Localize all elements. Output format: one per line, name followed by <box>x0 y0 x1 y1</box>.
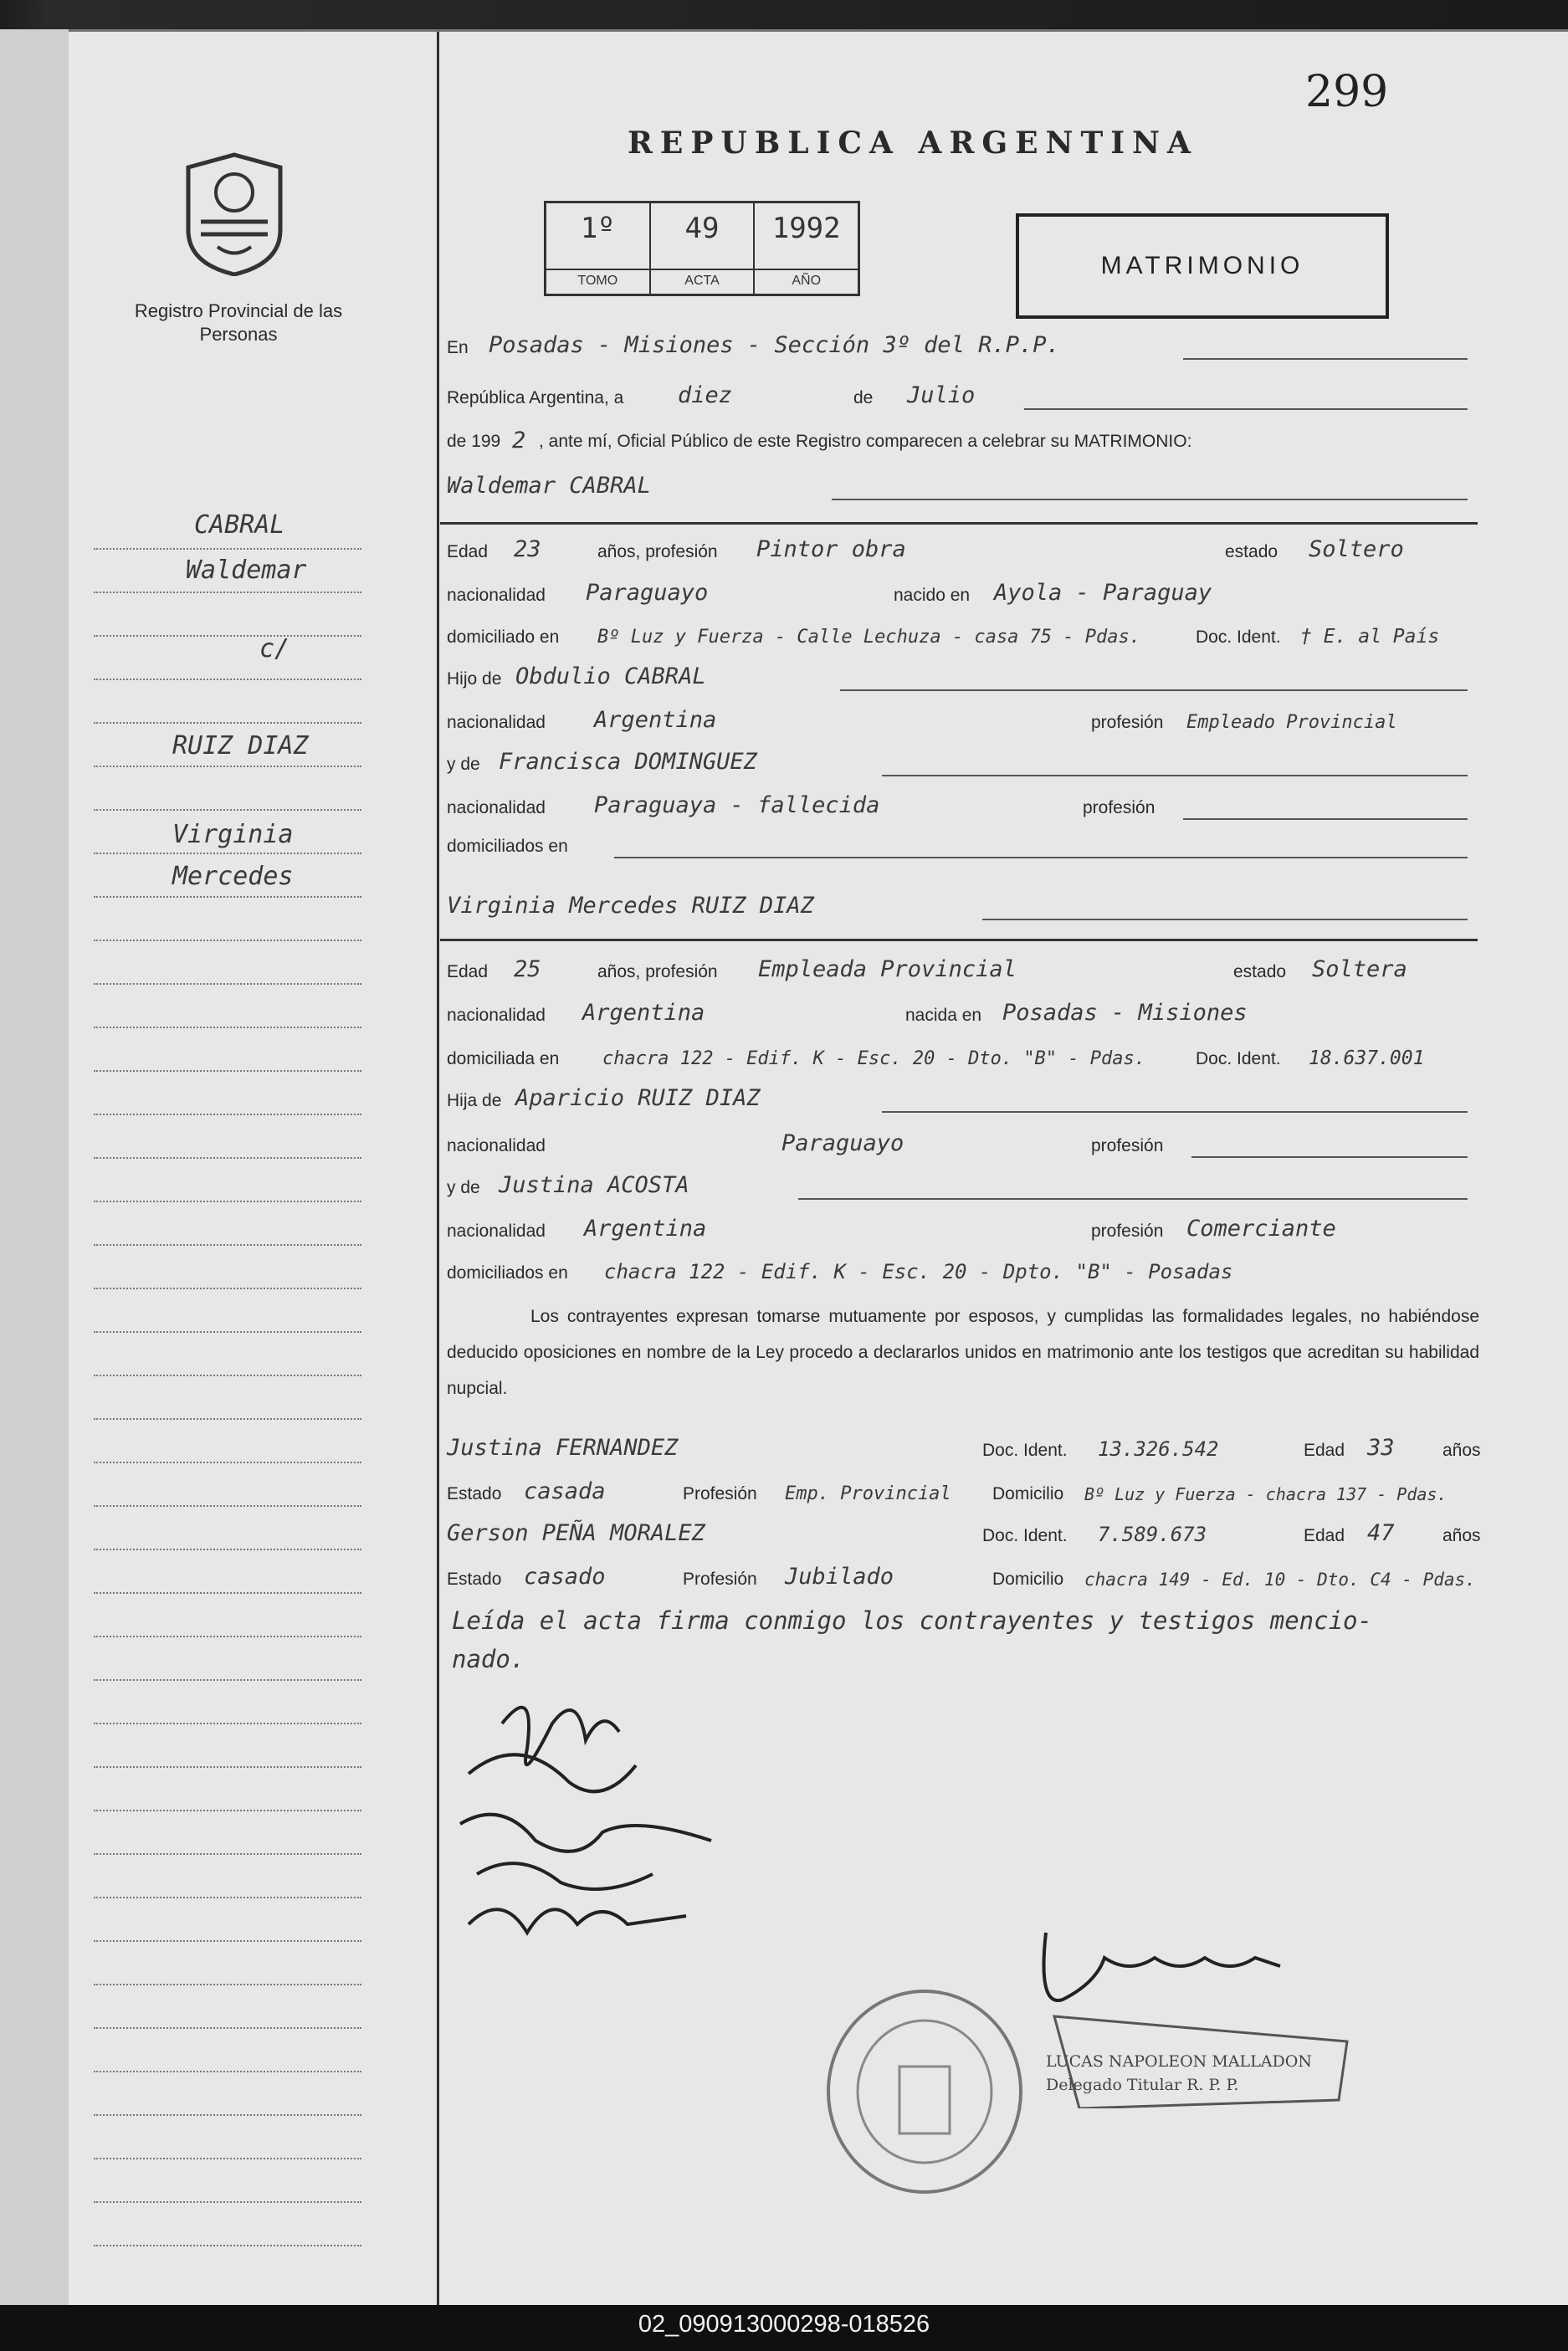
margin-rule <box>94 1505 361 1507</box>
en-label: En <box>447 338 469 357</box>
nacida-label: nacida en <box>905 1006 982 1025</box>
anio-cell <box>755 203 858 294</box>
bride-nacida: Posadas - Misiones <box>1002 1000 1248 1026</box>
margin-rule <box>94 2158 361 2159</box>
bride-domicilio: chacra 122 - Edif. K - Esc. 20 - Dto. "B" - Pdas. <box>602 1048 1146 1069</box>
nacionalidad-label: nacionalidad <box>447 1136 546 1155</box>
margin-rule <box>94 592 361 593</box>
anos-label: años <box>1442 1441 1481 1460</box>
margin-rule <box>94 1636 361 1637</box>
estado-label: estado <box>1225 542 1278 561</box>
groom-name-line <box>447 465 1476 504</box>
margin-rule <box>94 1723 361 1724</box>
hija-label: Hija de <box>447 1091 502 1110</box>
profesion-label: profesión <box>1083 798 1156 817</box>
officer-title: Delegado Titular R. P. P. <box>1046 2076 1239 2094</box>
provincial-seal-icon <box>180 151 289 276</box>
bride-name: Virginia Mercedes RUIZ DIAZ <box>447 893 814 919</box>
doc-label: Doc. Ident. <box>1196 627 1281 647</box>
acta-value: 49 <box>684 212 720 245</box>
profesion-label: profesión <box>1091 1136 1164 1155</box>
groom-father-nac: Argentina <box>594 707 717 733</box>
estado-label: Estado <box>447 1484 502 1503</box>
margin-rule <box>94 679 361 680</box>
margin-rule <box>94 1940 361 1942</box>
margin-rule <box>94 2114 361 2116</box>
domicilio-label: Domicilio <box>992 1570 1064 1589</box>
witness-1-detail-line <box>447 1471 1476 1509</box>
doc-label: Doc. Ident. <box>982 1441 1068 1460</box>
section-divider <box>440 939 1478 941</box>
margin-rule <box>94 896 361 898</box>
edad-label: Edad <box>447 962 489 981</box>
nacionalidad-label: nacionalidad <box>447 713 546 732</box>
bride-mother-line <box>447 1165 1476 1203</box>
groom-nac-line <box>447 572 1476 611</box>
profesion-label: años, profesión <box>597 962 718 981</box>
profesion-label: profesión <box>1091 1222 1164 1241</box>
doc-label: Doc. Ident. <box>1196 1049 1281 1068</box>
record-type: MATRIMONIO <box>1016 213 1389 319</box>
nacionalidad-label: nacionalidad <box>447 586 546 605</box>
groom-parents-dom-line <box>447 823 1476 862</box>
margin-rule <box>94 1114 361 1115</box>
margin-rule <box>94 766 361 767</box>
acta-cell <box>651 203 756 294</box>
hijo-label: Hijo de <box>447 669 502 689</box>
groom-profesion: Pintor obra <box>756 536 906 562</box>
margin-rule <box>94 1810 361 1811</box>
margin-con: c/ <box>259 634 290 663</box>
bride-name-line <box>447 885 1476 924</box>
margin-rule <box>94 983 361 985</box>
bride-mother-nac-line <box>447 1208 1476 1247</box>
anio-label: AÑO <box>755 269 858 294</box>
margin-rule <box>94 1679 361 1681</box>
bride-mother-nac: Argentina <box>584 1216 707 1242</box>
groom-edad-line <box>447 529 1476 567</box>
fill-line <box>982 919 1468 920</box>
bride-profesion: Empleada Provincial <box>758 956 1017 982</box>
edad-label: Edad <box>1304 1526 1345 1545</box>
margin-rule <box>94 1288 361 1289</box>
profesion-label: Profesión <box>683 1484 757 1503</box>
witness-2-doc: 7.589.673 <box>1098 1523 1207 1546</box>
bride-father: Aparicio RUIZ DIAZ <box>515 1085 761 1111</box>
bride-doc: 18.637.001 <box>1309 1047 1425 1069</box>
witness-2-domicilio: chacra 149 - Ed. 10 - Dto. C4 - Pdas. <box>1084 1570 1476 1590</box>
margin-rule <box>94 2027 361 2029</box>
registry-name: Registro Provincial de las Personas <box>134 300 343 345</box>
nacionalidad-label: nacionalidad <box>447 1006 546 1025</box>
year-suffix: 2 <box>512 428 526 453</box>
bride-father-line <box>447 1078 1476 1116</box>
margin-rule <box>94 1462 361 1463</box>
margin-rule <box>94 1984 361 1985</box>
fill-line <box>1191 1156 1468 1158</box>
fill-line <box>832 499 1468 500</box>
groom-mother: Francisca DOMINGUEZ <box>499 749 757 775</box>
bride-nacionalidad: Argentina <box>582 1000 705 1026</box>
bride-father-nac-line <box>447 1123 1476 1161</box>
witness-2-line <box>447 1513 1481 1551</box>
margin-rule <box>94 1244 361 1246</box>
fill-line <box>840 689 1468 691</box>
witness-2-edad: 47 <box>1367 1520 1395 1546</box>
nacionalidad-label: nacionalidad <box>447 1222 546 1241</box>
groom-mother-nac: Paraguaya - fallecida <box>594 792 880 818</box>
witness-2-name: Gerson PEÑA MORALEZ <box>447 1520 705 1546</box>
margin-rule <box>94 1549 361 1550</box>
statement-line <box>447 418 1476 457</box>
groom-mother-line <box>447 741 1476 780</box>
bride-edad: 25 <box>514 956 541 982</box>
tomo-value: 1º <box>580 212 615 245</box>
official-stamp-icon <box>820 1983 1029 2200</box>
margin-rule <box>94 1853 361 1855</box>
witness-1-profesion: Emp. Provincial <box>785 1483 951 1504</box>
groom-domicilio-line <box>447 614 1476 653</box>
date-line <box>447 375 1476 413</box>
previous-page-edge <box>0 29 72 2305</box>
image-caption: 02_090913000298-018526 <box>638 2311 930 2338</box>
groom-nacionalidad: Paraguayo <box>586 580 709 606</box>
domiciliados-label: domiciliados en <box>447 1263 568 1283</box>
fill-line <box>1183 358 1468 360</box>
anos-label: años <box>1442 1526 1481 1545</box>
profesion-label: profesión <box>1091 713 1164 732</box>
witness-1-name: Justina FERNANDEZ <box>447 1435 679 1461</box>
margin-rule <box>94 809 361 811</box>
margin-surname: CABRAL <box>194 510 285 540</box>
witness-2-detail-line <box>447 1556 1476 1595</box>
margin-rule <box>94 1592 361 1594</box>
groom-mother-nac-line <box>447 785 1476 823</box>
anio-value: 1992 <box>771 212 841 245</box>
margin-rule <box>94 853 361 854</box>
witness-1-line <box>447 1427 1481 1466</box>
tomo-label: TOMO <box>546 269 649 294</box>
margin-rule <box>94 1375 361 1376</box>
estado-label: Estado <box>447 1570 502 1589</box>
margin-rule <box>94 722 361 724</box>
fill-line <box>882 775 1468 776</box>
groom-nacido: Ayola - Paraguay <box>994 580 1212 606</box>
fill-line <box>882 1111 1468 1113</box>
nacido-label: nacido en <box>894 586 971 605</box>
witness-1-estado: casada <box>524 1478 606 1504</box>
margin-rule <box>94 2245 361 2246</box>
margin-rule <box>94 548 361 550</box>
de-label: de <box>853 388 874 407</box>
margin-rule <box>94 1331 361 1333</box>
margin-rule <box>94 940 361 941</box>
place-value: Posadas - Misiones - Sección 3º del R.P.P. <box>489 332 1060 358</box>
domicilio-label: domiciliada en <box>447 1049 560 1068</box>
groom-name: Waldemar CABRAL <box>447 473 651 499</box>
declaration-paragraph: Los contrayentes expresan tomarse mutuamente por esposos, y cumplidas las formalidades legales, no habiéndose deducido oposiciones en nombre de la Ley procedo a declararlos unidos en matrimonio ante los testigos que acreditan su habilidad nupcial. <box>447 1307 1479 1398</box>
margin-rule <box>94 1157 361 1159</box>
madre-label: y de <box>447 755 480 774</box>
witness-1-doc: 13.326.542 <box>1098 1437 1219 1461</box>
margin-bride-surname: RUIZ DIAZ <box>172 731 309 761</box>
day-value: diez <box>678 382 733 408</box>
contracting-parties-signatures <box>435 1673 753 1949</box>
groom-domicilio: Bº Luz y Fuerza - Calle Lechuza - casa 75 - Pdas. <box>597 627 1141 648</box>
fill-line <box>1024 408 1468 410</box>
groom-estado: Soltero <box>1309 536 1404 562</box>
statement-text: , ante mí, Oficial Público de este Registro comparecen a celebrar su MATRIMONIO: <box>539 432 1192 451</box>
margin-rule <box>94 1070 361 1072</box>
closing-note-line-1: Leída el acta firma conmigo los contrayentes y testigos mencio- <box>452 1606 1372 1635</box>
estado-label: estado <box>1233 962 1287 981</box>
domicilio-label: Domicilio <box>992 1484 1064 1503</box>
margin-bride-name-2: Mercedes <box>172 862 294 891</box>
bride-mother-prof: Comerciante <box>1186 1216 1336 1242</box>
bride-mother: Justina ACOSTA <box>499 1172 689 1198</box>
republica-label: República Argentina, a <box>447 388 624 407</box>
witness-1-domicilio: Bº Luz y Fuerza - chacra 137 - Pdas. <box>1084 1484 1448 1504</box>
margin-given-name: Waldemar <box>186 556 307 585</box>
bride-edad-line <box>447 949 1476 987</box>
margin-column <box>69 32 439 2307</box>
margin-rule <box>94 635 361 637</box>
bride-estado: Soltera <box>1312 956 1407 982</box>
witness-2-estado: casado <box>524 1564 606 1590</box>
bride-parents-dom-line <box>447 1250 1476 1288</box>
groom-father-line <box>447 656 1476 694</box>
madre-label: y de <box>447 1178 480 1197</box>
doc-label: Doc. Ident. <box>982 1526 1068 1545</box>
place-line <box>447 325 1476 363</box>
witness-1-edad: 33 <box>1367 1435 1395 1461</box>
profesion-label: Profesión <box>683 1570 757 1589</box>
margin-bride-name-1: Virginia <box>172 820 294 849</box>
tomo-cell <box>546 203 651 294</box>
groom-doc: † E. al País <box>1300 626 1440 648</box>
officer-name: LUCAS NAPOLEON MALLADON <box>1046 2052 1312 2071</box>
closing-note-line-2: nado. <box>452 1645 525 1673</box>
bride-father-nac: Paraguayo <box>781 1130 904 1156</box>
groom-edad: 23 <box>514 536 541 562</box>
domicilio-label: domiciliado en <box>447 627 560 647</box>
fill-line <box>798 1198 1468 1200</box>
fill-line <box>614 857 1468 858</box>
groom-father-nac-line <box>447 699 1476 738</box>
margin-rule <box>94 2071 361 2072</box>
bride-domicilio-line <box>447 1036 1476 1074</box>
acta-label: ACTA <box>651 269 754 294</box>
margin-rule <box>94 1201 361 1202</box>
nacionalidad-label: nacionalidad <box>447 798 546 817</box>
folio-number: 299 <box>1305 67 1389 117</box>
bride-nac-line <box>447 992 1476 1031</box>
domiciliados-label: domiciliados en <box>447 837 568 856</box>
margin-rule <box>94 1897 361 1898</box>
month-value: Julio <box>907 382 976 408</box>
year-prefix: de 199 <box>447 432 501 451</box>
edad-label: Edad <box>1304 1441 1345 1460</box>
officer-block <box>1046 2050 1312 2097</box>
fill-line <box>1183 818 1468 820</box>
bride-parents-dom: chacra 122 - Edif. K - Esc. 20 - Dpto. "B" - Posadas <box>604 1260 1233 1283</box>
profesion-label: años, profesión <box>597 542 718 561</box>
witness-2-profesion: Jubilado <box>785 1564 894 1590</box>
edad-label: Edad <box>447 542 489 561</box>
country-heading: REPUBLICA ARGENTINA <box>628 125 1198 161</box>
groom-father: Obdulio CABRAL <box>515 663 706 689</box>
groom-father-prof: Empleado Provincial <box>1186 712 1397 733</box>
margin-rule <box>94 1418 361 1420</box>
section-divider <box>440 522 1478 525</box>
margin-rule <box>94 1766 361 1768</box>
record-reference-box <box>544 201 860 296</box>
margin-rule <box>94 1027 361 1028</box>
margin-rule <box>94 2201 361 2203</box>
